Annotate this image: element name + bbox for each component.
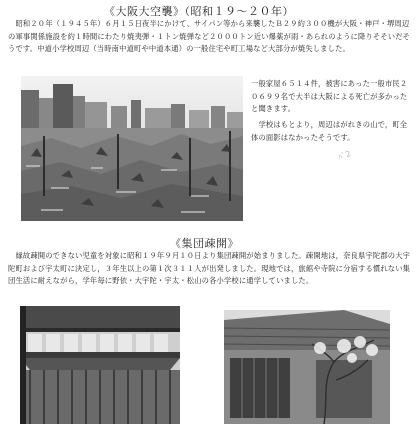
ryokan-photo (20, 306, 180, 424)
bombed-city-photo (21, 76, 243, 221)
temple-photo (224, 310, 390, 424)
casualty-text: 一般家屋６５１４件，被害にあった一般市民２０６９９名で大半は大阪による死亡が多かったと聞きます。 (251, 79, 408, 113)
air-raid-title: 《大阪大空襲》（昭和１９～２０年） (104, 5, 294, 18)
school-ruins-text: 学校はもとより，周辺はがれきの山で，町全体の面影はなかったそうです。 (251, 120, 408, 142)
evacuation-title: 《集団疎開》 (170, 237, 239, 250)
evacuation-text: 縁故疎開のできない児童を対象に昭和１９年９月１０日より集団疎開が始まりました。疎開地は，奈良県宇陀郡の大宇陀町および宇太町に決定し，３年生以上の第１次３１１人が出発しました。現地では，旅館や寺院に分宿する慣れない集団生活に耐えながら，学年毎に野依・大宇陀・宇太・松山の各小学校に通学していました。 (8, 251, 411, 285)
pencil-mark: ﾊﾞ2 (336, 149, 353, 162)
air-raid-intro-text: 昭和２０年（１９４５年）６月１５日夜半にかけて、サイパン等から来襲したＢ２９約３００機が大阪・神戸・堺周辺の軍事関係施設を約１時間にわたり焼夷弾・１トン焼弾など２０００トン近い爆薬が雨・あられのように降りそそいだそうです。中道小学校周辺（当時南中道町や中道本通）の一般住宅や町工場など大部分が焼失しました。 (8, 19, 411, 53)
